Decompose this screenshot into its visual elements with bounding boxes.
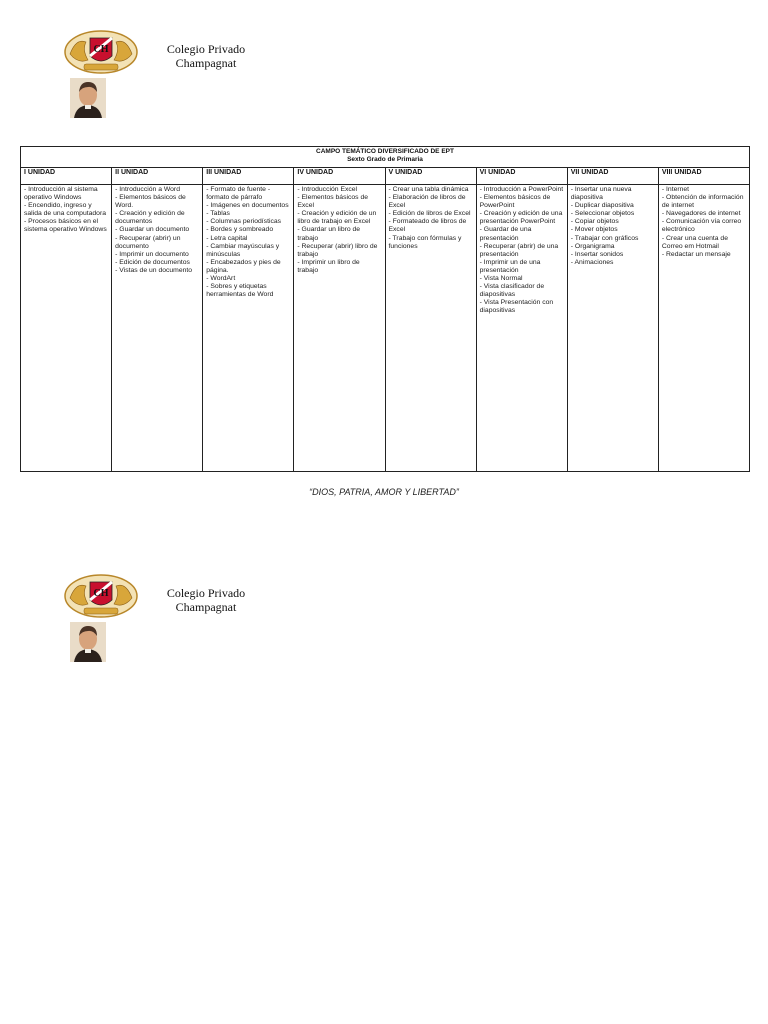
topic-item: - Trabajar con gráficos [570, 234, 639, 242]
unit-topics-cell [21, 185, 112, 472]
topic-item: - Creación y edición de una presentación PowerPoint [479, 210, 563, 226]
topic-item: - WordArt [206, 275, 236, 283]
topic-item: - Formato de fuente - formato de párrafo [206, 186, 271, 202]
founder-portrait-icon [70, 78, 106, 118]
unit-topics-cell [112, 185, 203, 472]
table-title [21, 147, 750, 168]
topic-item: - Imprimir un de una presentación [479, 258, 541, 274]
svg-text:CH: CH [93, 588, 109, 599]
topic-item: - Creación y edición de documentos [115, 210, 185, 226]
school-name [146, 42, 266, 70]
topic-item: - Introducción a Word [115, 186, 180, 193]
school-header [64, 574, 264, 664]
topic-item: - Bordes y sombreado [206, 226, 274, 234]
topic-item: - Elementos básicos de Word. [115, 194, 186, 210]
unit-topics-cell [567, 185, 658, 472]
topic-item: - Organigrama [570, 242, 615, 250]
topic-item: - Seleccionar objetos [570, 210, 635, 218]
topic-item: - Copiar objetos [570, 218, 619, 226]
unit-header: VII UNIDAD [567, 168, 658, 185]
unit-header: I UNIDAD [21, 168, 112, 185]
school-crest-icon [64, 30, 138, 74]
topic-item: - Encabezados y pies de página. [206, 258, 281, 274]
topic-item: - Vista clasificador de diapositivas [479, 283, 545, 299]
table-title-line2: Sexto Grado de Primaria [347, 156, 423, 163]
unit-topics-cell [658, 185, 749, 472]
topic-item: - Recuperar (abrir) un documento [115, 234, 181, 250]
unit-topics-cell [294, 185, 385, 472]
unit-header: V UNIDAD [385, 168, 476, 185]
unit-header: VIII UNIDAD [658, 168, 749, 185]
school-name [146, 586, 266, 614]
topic-item: - Crear una tabla dinámica [388, 186, 469, 193]
table-title-line1: CAMPO TEMÁTICO DIVERSIFICADO DE EPT [316, 148, 454, 155]
topic-item: - Insertar sonidos [570, 250, 624, 258]
topic-item: - Introducción al sistema operativo Windows [24, 186, 98, 202]
unit-topics-cell [203, 185, 294, 472]
topic-item: - Vista Normal [479, 275, 523, 283]
topic-item: - Navegadores de internet [661, 210, 741, 218]
school-name-line2: Champagnat [175, 56, 237, 70]
topic-item: - Introducción a PowerPoint [479, 186, 564, 193]
topic-item: - Obtención de información de internet [661, 194, 744, 210]
topic-item: - Comunicación vía correo electrónico [661, 218, 742, 234]
topic-item: - Introducción Excel [297, 186, 358, 193]
topic-item: - Procesos básicos en el sistema operativo Windows [24, 218, 107, 234]
topic-item: - Edición de libros de Excel [388, 210, 471, 218]
topic-item: - Redactar un mensaje [661, 250, 731, 258]
topic-item: - Crear una cuenta de Correo em Hotmail [661, 234, 728, 250]
founder-portrait-icon [70, 622, 106, 662]
unit-header: III UNIDAD [203, 168, 294, 185]
topic-item: - Mover objetos [570, 226, 618, 234]
school-header [64, 30, 264, 120]
unit-header-row [21, 168, 750, 185]
topic-item: - Internet [661, 186, 690, 193]
thematic-table [20, 146, 750, 472]
topic-item: - Imprimir un documento [115, 250, 189, 258]
topic-item: - Guardar de una presentación [479, 226, 532, 242]
unit-topics-cell [385, 185, 476, 472]
topic-item: - Insertar una nueva diapositiva [570, 186, 632, 202]
school-name-line1: Colegio Privado [166, 586, 246, 600]
topic-item: - Trabajo con fórmulas y funciones [388, 234, 462, 250]
school-crest-icon [64, 574, 138, 618]
svg-text:CH: CH [93, 44, 109, 55]
topic-item: - Recuperar (abrir) libro de trabajo [297, 242, 378, 258]
topic-item: - Duplicar diapositiva [570, 202, 634, 210]
unit-header: VI UNIDAD [476, 168, 567, 185]
topic-item: - Recuperar (abrir) de una presentación [479, 242, 559, 258]
unit-topics-cell [476, 185, 567, 472]
topic-item: - Encendido, ingreso y salida de una computadora [24, 202, 106, 218]
topic-item: - Imágenes en documentos [206, 202, 289, 210]
unit-content-row [21, 185, 750, 472]
topic-item: - Guardar un libro de trabajo [297, 226, 361, 242]
topic-item: - Columnas periodísticas [206, 218, 282, 226]
school-name-line2: Champagnat [175, 600, 237, 614]
topic-item: - Vista Presentación con diapositivas [479, 299, 554, 315]
topic-item: - Tablas [206, 210, 230, 218]
school-name-line1: Colegio Privado [166, 42, 246, 56]
topic-item: - Guardar un documento [115, 226, 190, 234]
topic-item: - Animaciones [570, 258, 614, 266]
topic-item: - Formateado de libros de Excel [388, 218, 467, 234]
topic-item: - Elaboración de libros de Excel [388, 194, 466, 210]
topic-item: - Elementos básicos de Excel [297, 194, 369, 210]
unit-header: II UNIDAD [112, 168, 203, 185]
topic-item: - Elementos básicos de PowerPoint [479, 194, 551, 210]
unit-header: IV UNIDAD [294, 168, 385, 185]
topic-item: - Cambiar mayúsculas y minúsculas [206, 242, 280, 258]
topic-item: - Creación y edición de un libro de trabajo en Excel [297, 210, 377, 226]
school-motto: “DIOS, PATRIA, AMOR Y LIBERTAD” [309, 487, 459, 497]
topic-item: - Edición de documentos [115, 258, 190, 266]
topic-item: - Vistas de un documento [115, 266, 193, 274]
topic-item: - Imprimir un libro de trabajo [297, 258, 360, 274]
topic-item: - Letra capital [206, 234, 248, 242]
topic-item: - Sobres y etiquetas herramientas de Word [206, 283, 274, 299]
